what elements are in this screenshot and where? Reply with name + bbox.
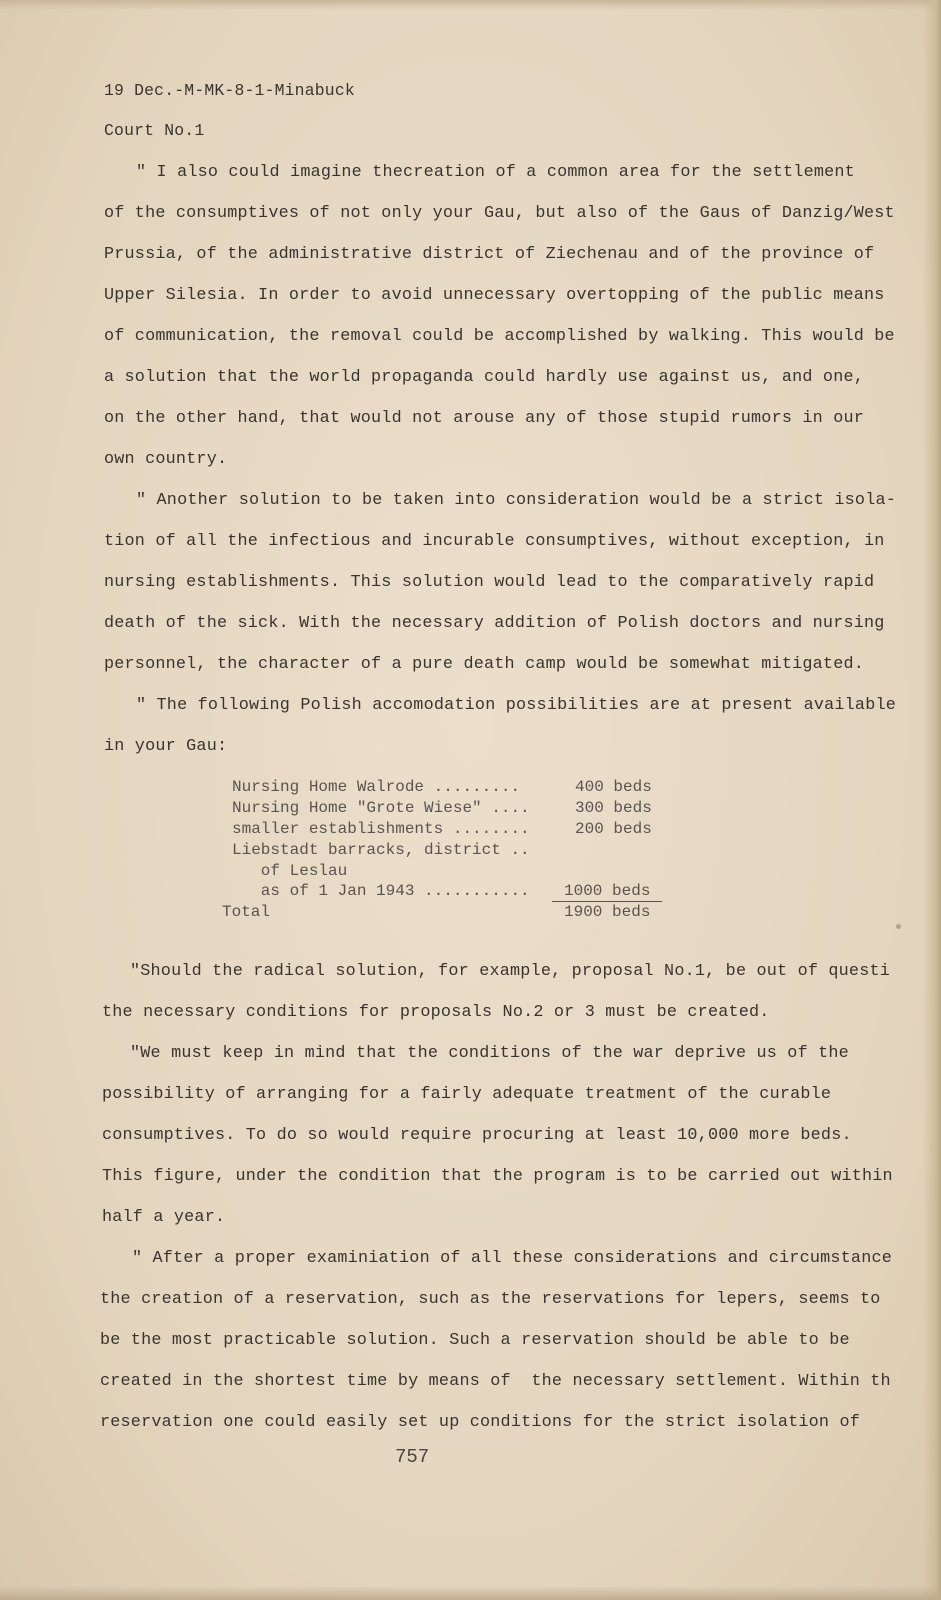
table-row-label: as of 1 Jan 1943 ........... [232, 882, 530, 900]
body-line: on the other hand, that would not arouse any of those stupid rumors in our [104, 409, 865, 428]
body-line: in your Gau: [104, 737, 228, 756]
page-number: 757 [395, 1446, 430, 1468]
body-line: personnel, the character of a pure death camp would be somewhat mitigated. [104, 655, 865, 674]
body-line: death of the sick. With the necessary addition of Polish doctors and nursing [104, 614, 885, 633]
body-line: Upper Silesia. In order to avoid unnecessary overtopping of the public means [104, 286, 885, 305]
body-line: consumptives. To do so would require procuring at least 10,000 more beds. [102, 1126, 852, 1145]
body-line: "Should the radical solution, for example, proposal No.1, be out of questi [130, 962, 891, 981]
body-line: Prussia, of the administrative district of Ziechenau and of the province of [104, 245, 875, 264]
table-row-label: smaller establishments ........ [232, 820, 530, 838]
body-line: "We must keep in mind that the conditions of the war deprive us of the [130, 1044, 849, 1063]
body-line: This figure, under the condition that the program is to be carried out within [102, 1167, 893, 1186]
body-line: " I also could imagine thecreation of a common area for the settlement [136, 163, 855, 182]
body-line: possibility of arranging for a fairly adequate treatment of the curable [102, 1085, 832, 1104]
table-row-beds: 200 beds [575, 820, 652, 838]
body-line: be the most practicable solution. Such a reservation should be able to be [100, 1331, 850, 1350]
body-line: of the consumptives of not only your Gau, but also of the Gaus of Danzig/West [104, 204, 895, 223]
body-line: half a year. [102, 1208, 226, 1227]
table-row-label: Liebstadt barracks, district .. [232, 841, 530, 859]
paper-edge-right [923, 0, 941, 1600]
body-line: created in the shortest time by means of the necessary settlement. Within th [100, 1372, 891, 1391]
document-reference: 19 Dec.-M-MK-8-1-Minabuck [104, 81, 355, 100]
body-line: tion of all the infectious and incurable consumptives, without exception, in [104, 532, 885, 551]
body-line: " Another solution to be taken into consideration would be a strict isola- [136, 491, 897, 510]
table-row-label: Nursing Home Walrode ......... [232, 778, 521, 796]
body-line: the necessary conditions for proposals No.2 or 3 must be created. [102, 1003, 770, 1022]
table-total-label: Total [222, 903, 271, 921]
paper-edge-bottom [0, 1586, 941, 1600]
body-line: a solution that the world propaganda could hardly use against us, and one, [104, 368, 865, 387]
sum-rule [552, 901, 662, 902]
body-line: the creation of a reservation, such as the reservations for lepers, seems to [100, 1290, 881, 1309]
body-line: " The following Polish accomodation possibilities are at present available [136, 696, 897, 715]
table-total-value: 1900 beds [564, 903, 651, 921]
paper-speck [896, 924, 901, 929]
body-line: " After a proper examiniation of all these considerations and circumstance [132, 1249, 893, 1268]
paper-edge-top [0, 0, 941, 10]
body-line: reservation one could easily set up conditions for the strict isolation of [100, 1413, 861, 1432]
body-line: own country. [104, 450, 228, 469]
body-line: nursing establishments. This solution would lead to the comparatively rapid [104, 573, 875, 592]
table-row-label: of Leslau [232, 862, 348, 880]
table-row-beds: 400 beds [575, 778, 652, 796]
body-line: of communication, the removal could be accomplished by walking. This would be [104, 327, 895, 346]
table-row-beds: 300 beds [575, 799, 652, 817]
table-row-label: Nursing Home "Grote Wiese" .... [232, 799, 530, 817]
table-row-beds: 1000 beds [564, 882, 651, 900]
court-number: Court No.1 [104, 121, 205, 140]
